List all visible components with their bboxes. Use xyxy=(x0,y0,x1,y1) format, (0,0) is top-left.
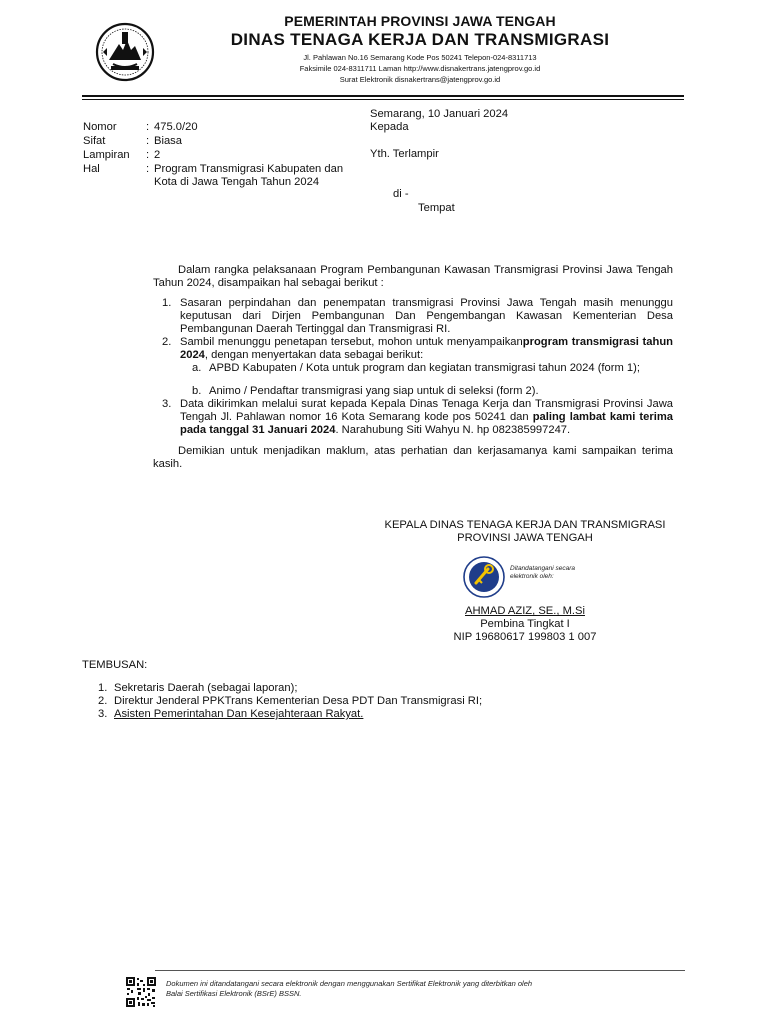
item-3-number: 3. xyxy=(162,398,172,410)
tembusan-heading: TEMBUSAN: xyxy=(82,659,148,671)
qr-code-icon[interactable] xyxy=(125,976,157,1008)
letterhead-government: PEMERINTAH PROVINSI JAWA TENGAH xyxy=(284,13,556,29)
lampiran-label: Lampiran xyxy=(83,149,130,161)
sub-a-number: a. xyxy=(192,362,202,374)
letterhead-rule-thin xyxy=(82,99,684,100)
e-signature-caption-line1: Ditandatangani secara xyxy=(510,565,576,572)
nomor-value: 475.0/20 xyxy=(154,121,198,133)
item-1-text: Sasaran perpindahan dan penempatan transmigrasi Provinsi Jawa Tengah masih menunggu keputusan dari Dirjen Pembangunan Dan Pengembangan Kawasan Kementerian Desa Pembangunan Daerah Tertinggal dan Transmigrasi RI. xyxy=(180,297,673,335)
recipient-yth: Yth. Terlampir xyxy=(370,148,439,160)
nomor-colon: : xyxy=(146,121,150,133)
sub-b-number: b. xyxy=(192,385,202,397)
sub-b-text: Animo / Pendaftar transmigrasi yang siap untuk di seleksi (form 2). xyxy=(209,385,539,397)
sifat-colon: : xyxy=(146,135,150,147)
footer-line-2: Balai Sertifikasi Elektronik (BSrE) BSSN. xyxy=(166,989,302,998)
footer-line-1: Dokumen ini ditandatangani secara elektronik dengan menggunakan Sertifikat Elektronik yang diterbitkan oleh xyxy=(166,979,533,988)
letterhead-address: Jl. Pahlawan No.16 Semarang Kode Pos 50241 Telepon-024-8311713 xyxy=(303,53,537,62)
item-2-emphasis: program transmigrasi tahun 2024 xyxy=(180,336,674,361)
e-signature-caption-line2: elektronik oleh: xyxy=(510,573,554,580)
tembusan-number-1: 1. xyxy=(98,682,108,694)
recipient-tempat: Tempat xyxy=(418,202,455,214)
footer-rule xyxy=(155,970,685,971)
item-1-number: 1. xyxy=(162,297,172,309)
tembusan-item-3: Asisten Pemerintahan Dan Kesejahteraan Rakyat. xyxy=(114,708,364,720)
signer-name-wrapper xyxy=(360,605,690,618)
footer-disclaimer xyxy=(166,979,532,999)
sifat-label: Sifat xyxy=(83,135,106,147)
letterhead-contact: Faksimile 024-8311711 Laman http://www.disnakertrans.jatengprov.go.id xyxy=(299,64,541,73)
item-2-lead: Sambil menunggu penetapan tersebut, mohon untuk menyampaikan xyxy=(180,336,523,348)
hal-value-line1: Program Transmigrasi Kabupaten dan xyxy=(154,163,344,175)
hal-label: Hal xyxy=(83,163,100,175)
signer-province: PROVINSI JAWA TENGAH xyxy=(457,532,593,544)
item-3-lead: Data dikirimkan melalui surat kepada Kepala Dinas Tenaga Kerja dan Transmigrasi Provinsi Jawa Tengah Jl. Pahlawan nomor 16 Kota Semarang kode pos 50241 dan xyxy=(180,398,673,423)
lampiran-colon: : xyxy=(146,149,150,161)
letterhead-agency: DINAS TENAGA KERJA DAN TRANSMIGRASI xyxy=(230,30,610,49)
tembusan-item-2: Direktur Jenderal PPKTrans Kementerian Desa PDT Dan Transmigrasi RI; xyxy=(114,695,483,707)
hal-value-line2: Kota di Jawa Tengah Tahun 2024 xyxy=(154,176,320,188)
item-3-tail: . Narahubung Siti Wahyu N. hp 082385997247. xyxy=(335,424,571,436)
signer-name: AHMAD AZIZ, SE., M.Si xyxy=(465,605,585,617)
item-2-number: 2. xyxy=(162,336,172,348)
signer-nip: NIP 19680617 199803 1 007 xyxy=(453,631,597,643)
item-2-tail: , dengan menyertakan data sebagai berikut: xyxy=(204,349,424,361)
item-3-text xyxy=(180,398,673,437)
letterhead-email: Surat Elektronik disnakertrans@jatengprov.go.id xyxy=(339,75,501,84)
tembusan-item-1: Sekretaris Daerah (sebagai laporan); xyxy=(114,682,298,694)
recipient-kepada: Kepada xyxy=(370,121,409,133)
tembusan-number-2: 2. xyxy=(98,695,108,707)
e-signature-seal-icon xyxy=(462,555,506,599)
item-2-text xyxy=(180,336,673,362)
province-emblem xyxy=(95,22,155,82)
sifat-value: Biasa xyxy=(154,135,182,147)
e-signature-caption xyxy=(510,565,575,581)
item-3-emphasis: paling lambat kami terima pada tanggal 31 Januari 2024 xyxy=(180,411,674,436)
signer-rank: Pembina Tingkat I xyxy=(480,618,570,630)
signer-title: KEPALA DINAS TENAGA KERJA DAN TRANSMIGRASI xyxy=(384,519,666,531)
lampiran-value: 2 xyxy=(154,149,161,161)
nomor-label: Nomor xyxy=(83,121,117,133)
letterhead-rule-thick xyxy=(82,95,684,97)
recipient-di: di - xyxy=(393,188,409,200)
tembusan-number-3: 3. xyxy=(98,708,108,720)
intro-paragraph: Dalam rangka pelaksanaan Program Pembangunan Kawasan Transmigrasi Provinsi Jawa Tengah Tahun 2024, disampaikan hal sebagai berikut : xyxy=(153,264,673,289)
letter-date: Semarang, 10 Januari 2024 xyxy=(370,108,509,120)
closing-paragraph: Demikian untuk menjadikan maklum, atas perhatian dan kerjasamanya kami sampaikan terima kasih. xyxy=(153,445,673,470)
sub-a-text: APBD Kabupaten / Kota untuk program dan kegiatan transmigrasi tahun 2024 (form 1); xyxy=(209,362,640,374)
hal-colon: : xyxy=(146,163,150,175)
